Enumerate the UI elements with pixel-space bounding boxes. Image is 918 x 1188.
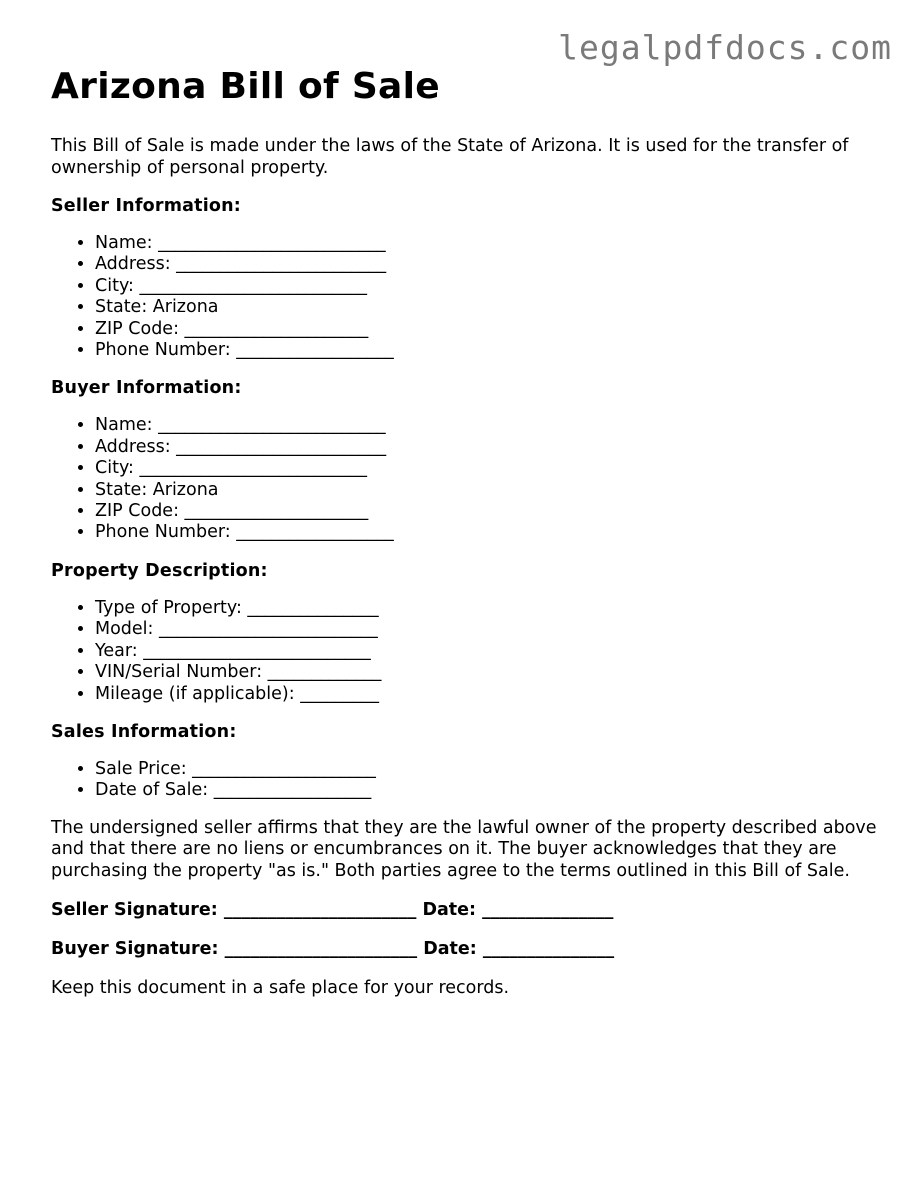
seller-heading: Seller Information: [51,196,241,216]
buyer-phone-field: • Phone Number: __________________ [95,522,881,543]
seller-fields-list [51,233,881,361]
property-heading: Property Description: [51,560,268,581]
buyer-city-field: • City: __________________________ [95,458,881,479]
footer-note: Keep this document in a safe place for your records. [51,977,510,998]
affirmation-paragraph: The undersigned seller affirms that they are the lawful owner of the property described above and that there are no liens or encumbrances on it. The buyer acknowledges that they are purchasing the property "as is." Both parties agree to the terms outlined in this Bill of Sale. [51,817,877,881]
sales-heading: Sales Information: [51,721,237,742]
seller-address-field: • Address: ________________________ [95,254,881,275]
property-type-field: • Type of Property: _______________ [95,598,881,619]
seller-state-field: • State: Arizona [95,297,881,318]
property-mileage-field: • Mileage (if applicable): _________ [95,684,881,705]
sale-date-field: • Date of Sale: __________________ [95,780,881,801]
document-page [51,64,881,999]
buyer-zip-field: • ZIP Code: _____________________ [95,501,881,522]
seller-name-field: • Name: __________________________ [95,233,881,254]
property-year-field: • Year: __________________________ [95,641,881,662]
intro-paragraph: This Bill of Sale is made under the laws of the State of Arizona. It is used for the transfer of ownership of personal property. [51,136,849,178]
seller-city-field: • City: __________________________ [95,276,881,297]
seller-zip-field: • ZIP Code: _____________________ [95,319,881,340]
document-title: Arizona Bill of Sale [51,66,440,107]
buyer-address-field: • Address: ________________________ [95,437,881,458]
buyer-fields-list [51,415,881,543]
buyer-heading: Buyer Information: [51,378,242,399]
watermark: legalpdfdocs.com [558,28,892,67]
property-vin-field: • VIN/Serial Number: _____________ [95,662,881,683]
property-fields-list [51,598,881,705]
buyer-name-field: • Name: __________________________ [95,415,881,436]
buyer-state-field: • State: Arizona [95,480,881,501]
sales-fields-list [51,759,881,802]
seller-signature-line: Seller Signature: ______________________ Date: _______________ [51,899,614,920]
buyer-signature-line: Buyer Signature: ______________________ Date: _______________ [51,938,615,959]
seller-phone-field: • Phone Number: __________________ [95,340,881,361]
property-model-field: • Model: _________________________ [95,619,881,640]
sale-price-field: • Sale Price: _____________________ [95,759,881,780]
